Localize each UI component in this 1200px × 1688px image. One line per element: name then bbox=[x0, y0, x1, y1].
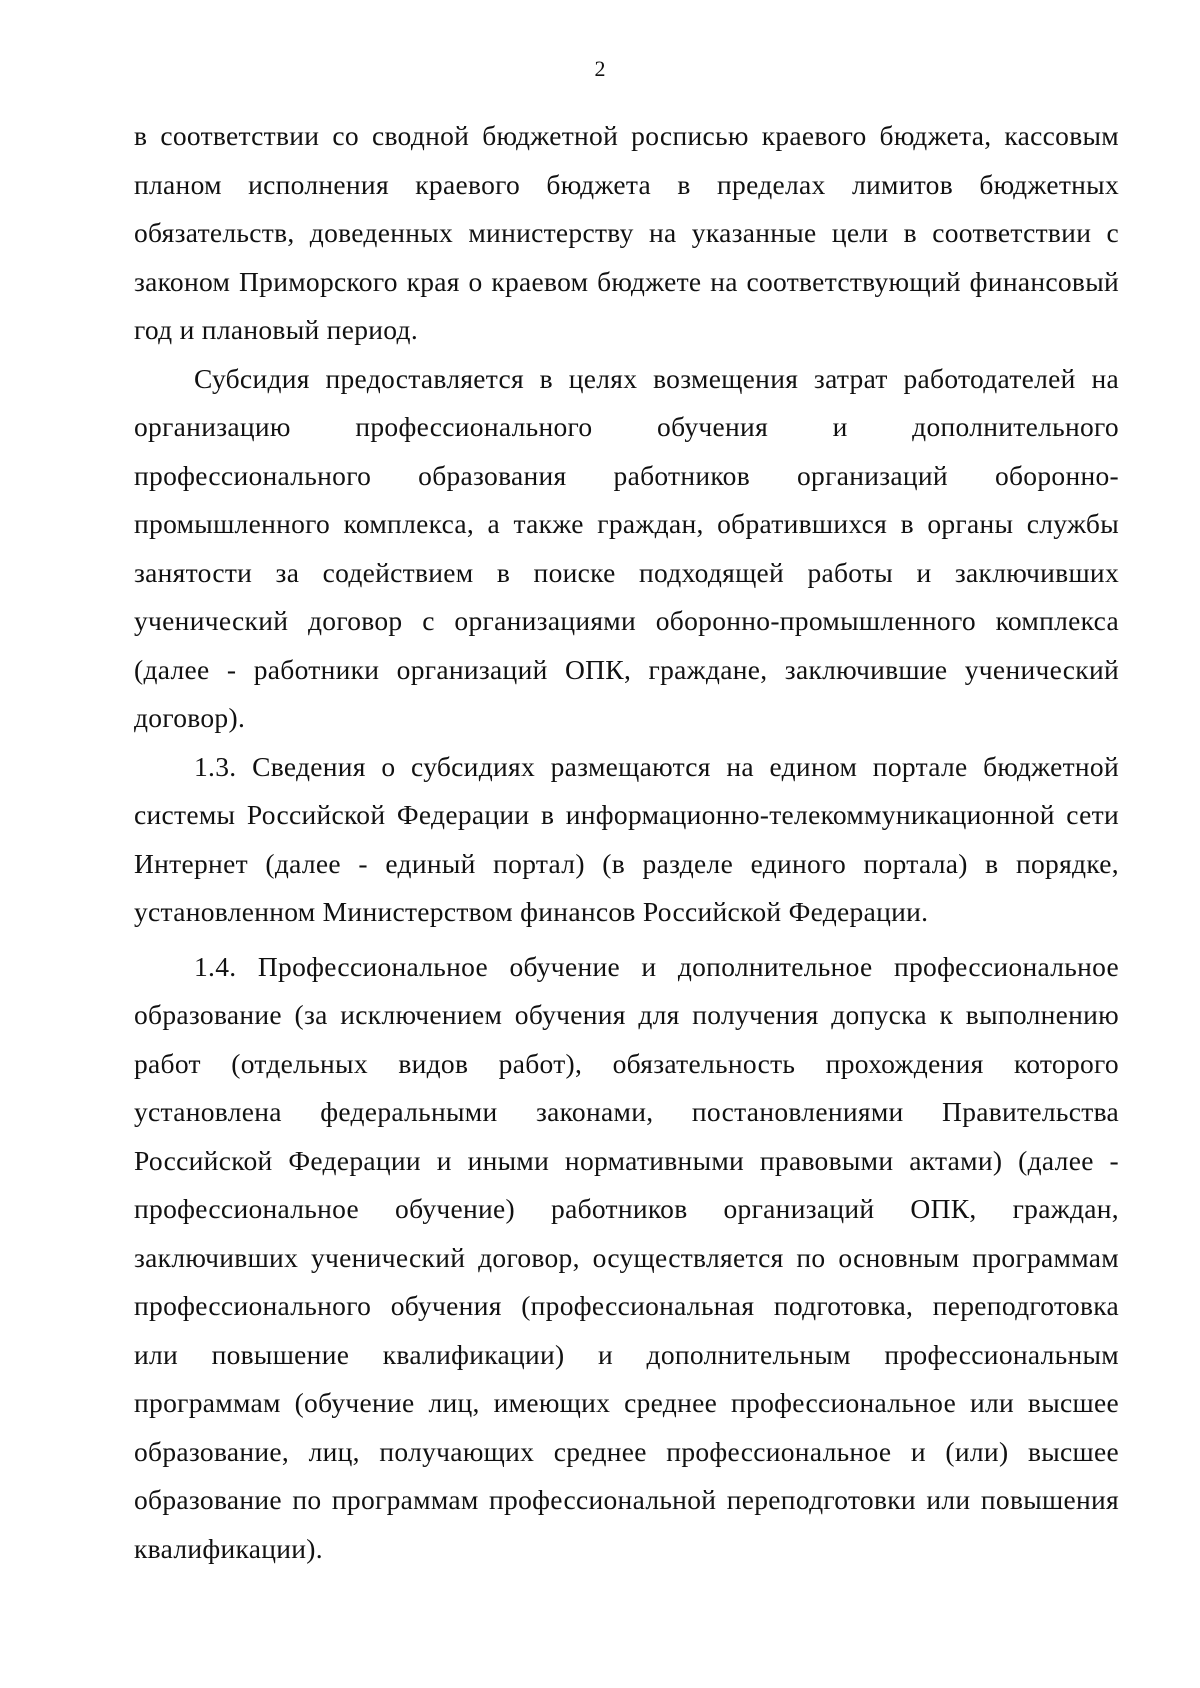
paragraph-1-3-portal-info: 1.3. Сведения о субсидиях размещаются на едином портале бюджетной системы Российской Федерации в информационно-телекоммуникационной сети Интернет (далее - единый портал) (в разделе единого портала) в порядке, установленном Министерством финансов Российской Федерации. bbox=[134, 750, 1119, 927]
page-number: 2 bbox=[594, 56, 606, 81]
paragraph-subsidy-purpose: Субсидия предоставляется в целях возмещения затрат работодателей на организацию профессионального обучения и дополнительного профессионального образования работников организаций оборонно-промышленного комплекса, а также граждан, обратившихся в органы службы занятости за содействием в поиске подходящей работы и заключивших ученический договор с организациями оборонно-промышленного комплекса (далее - работники организаций ОПК, граждане, заключившие ученический договор). bbox=[134, 362, 1119, 733]
paragraph-budget-continuation: в соответствии со сводной бюджетной росписью краевого бюджета, кассовым планом исполнения краевого бюджета в пределах лимитов бюджетных обязательств, доведенных министерству на указанные цели в соответствии с законом Приморского края о краевом бюджете на соответствующий финансовый год и плановый период. bbox=[134, 120, 1119, 345]
paragraph-1-4-professional-training: 1.4. Профессиональное обучение и дополнительное профессиональное образование (за исключением обучения для получения допуска к выполнению работ (отдельных видов работ), обязательность прохождения которого установлена федеральными законами, постановлениями Правительства Российской Федерации и иными нормативными правовыми актами) (далее - профессиональное обучение) работников организаций ОПК, граждан, заключивших ученический договор, осуществляется по основным программам профессионального обучения (профессиональная подготовка, переподготовка или повышение квалификации) и дополнительным профессиональным программам (обучение лиц, имеющих среднее профессиональное или высшее образование, лиц, получающих среднее профессиональное и (или) высшее образование по программам профессиональной переподготовки или повышения квалификации). bbox=[134, 950, 1119, 1564]
document-body bbox=[134, 112, 1119, 1573]
